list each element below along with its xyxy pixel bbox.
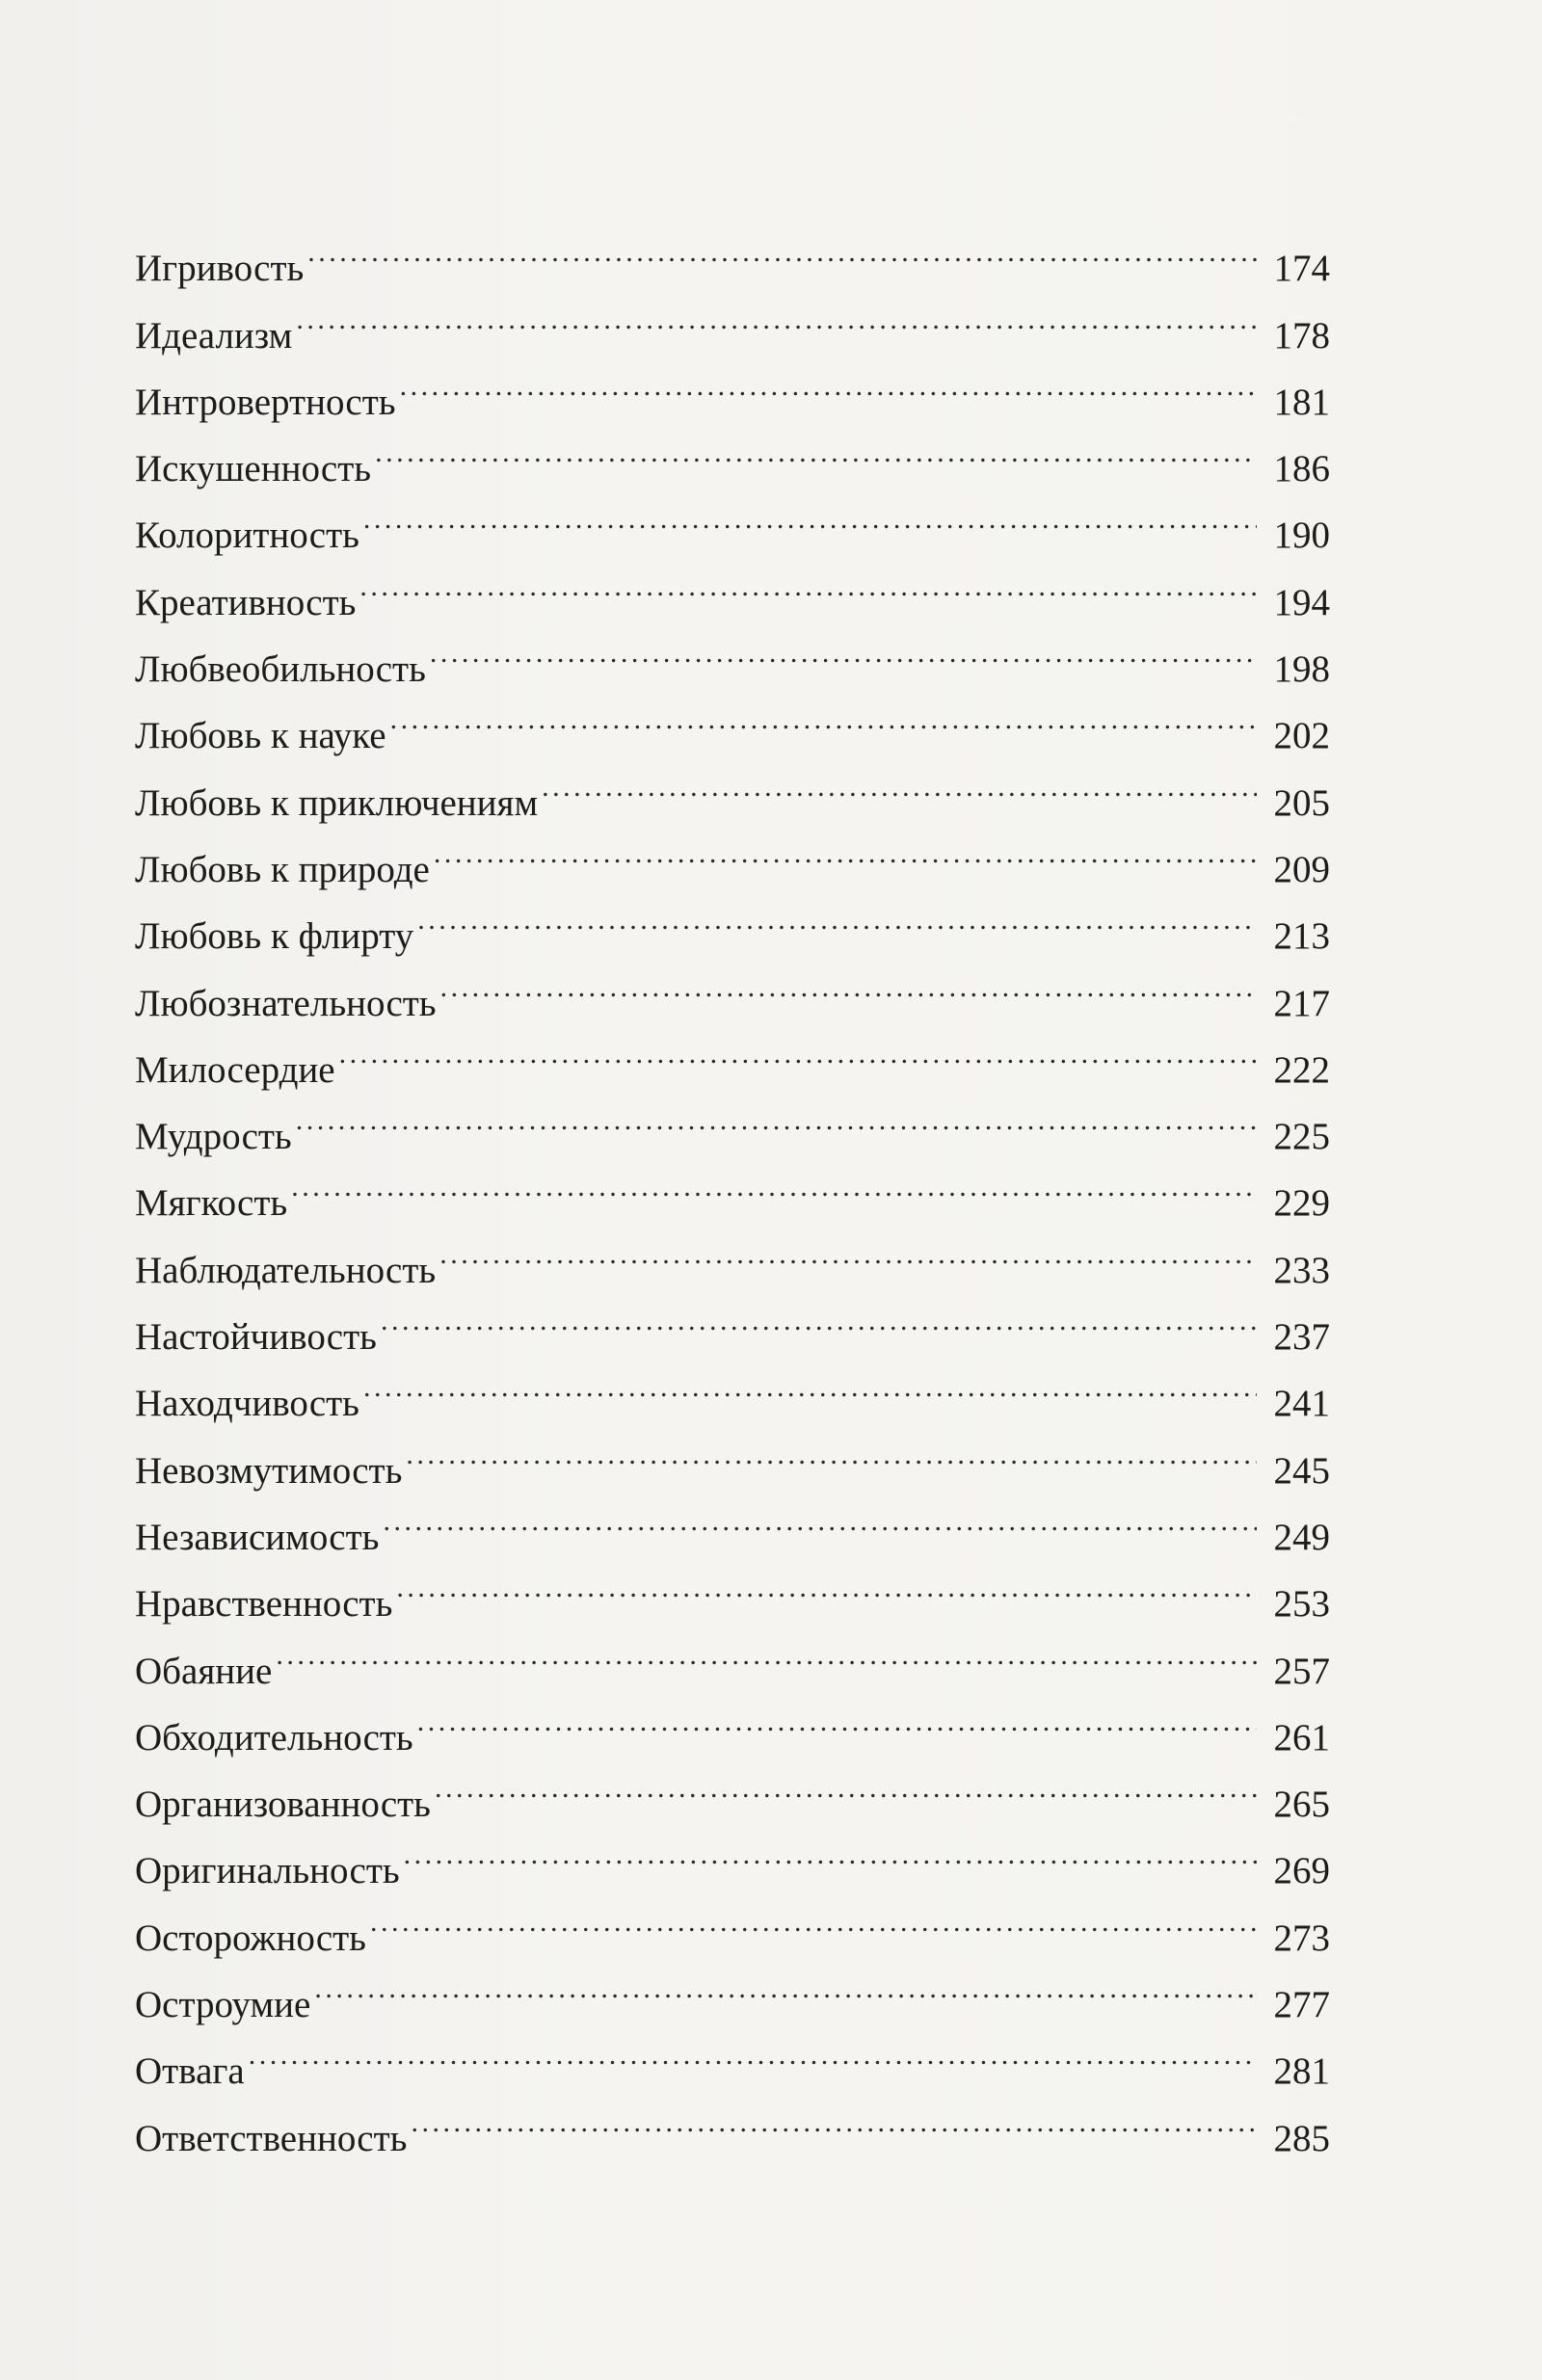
toc-entry-title: Остроумие — [135, 1984, 311, 2026]
toc-entry-title: Обходительность — [135, 1716, 413, 1759]
dot-leader — [383, 1483, 1257, 1549]
dot-leader — [406, 1415, 1257, 1482]
toc-entry-page-number: 273 — [1273, 1917, 1330, 1959]
toc-entry — [135, 1149, 1330, 1225]
dot-leader — [411, 2083, 1257, 2150]
dot-leader — [404, 1816, 1257, 1883]
dot-leader — [276, 1616, 1257, 1682]
toc-entry — [135, 1215, 1330, 1291]
toc-entry-page-number: 281 — [1273, 2050, 1330, 2093]
toc-entry-title: Колоритность — [135, 515, 359, 557]
toc-entry-page-number: 222 — [1273, 1048, 1330, 1091]
toc-entry — [135, 280, 1330, 357]
toc-entry-page-number: 181 — [1273, 381, 1330, 423]
toc-entry-title: Нравственность — [135, 1583, 393, 1626]
toc-entry-page-number: 249 — [1273, 1516, 1330, 1558]
dot-leader — [390, 681, 1257, 748]
toc-entry — [135, 2017, 1330, 2093]
dot-leader — [542, 748, 1257, 814]
toc-entry-title: Любовь к природе — [135, 848, 430, 890]
toc-entry-title: Наблюдательность — [135, 1249, 437, 1291]
toc-entry-page-number: 202 — [1273, 715, 1330, 757]
toc-entry-page-number: 265 — [1273, 1784, 1330, 1826]
toc-entry-page-number: 257 — [1273, 1650, 1330, 1692]
toc-entry-title: Находчивость — [135, 1383, 359, 1425]
toc-entry-page-number: 186 — [1273, 448, 1330, 490]
toc-entry — [135, 348, 1330, 423]
toc-entry-title: Настойчивость — [135, 1316, 377, 1359]
toc-entry-title: Искушенность — [135, 448, 372, 490]
dot-leader — [307, 214, 1257, 280]
dot-leader — [296, 280, 1257, 347]
toc-entry-page-number: 198 — [1273, 648, 1330, 691]
toc-entry-page-number: 209 — [1273, 848, 1330, 890]
toc-entry-title: Организованность — [135, 1784, 431, 1826]
toc-entry-page-number: 178 — [1273, 314, 1330, 357]
toc-entry-page-number: 190 — [1273, 515, 1330, 557]
toc-entry — [135, 214, 1330, 290]
toc-entry-page-number: 237 — [1273, 1316, 1330, 1359]
toc-entry-page-number: 217 — [1273, 982, 1330, 1024]
dot-leader — [363, 481, 1257, 547]
toc-entry-title: Любовь к науке — [135, 715, 386, 757]
dot-leader — [434, 815, 1257, 882]
toc-entry-page-number: 194 — [1273, 581, 1330, 623]
dot-leader — [439, 1215, 1257, 1282]
toc-entry-title: Мягкость — [135, 1182, 288, 1225]
toc-entry — [135, 2083, 1330, 2159]
dot-leader — [249, 2017, 1257, 2083]
dot-leader — [396, 1549, 1257, 1616]
dot-leader — [381, 1283, 1257, 1349]
toc-entry-page-number: 253 — [1273, 1583, 1330, 1626]
dot-leader — [400, 348, 1257, 414]
toc-entry — [135, 1950, 1330, 2026]
toc-entry — [135, 1683, 1330, 1759]
dot-leader — [339, 1016, 1257, 1082]
dot-leader — [417, 1683, 1257, 1750]
toc-entry-title: Ответственность — [135, 2117, 408, 2159]
toc-entry-title: Мудрость — [135, 1116, 292, 1158]
toc-entry-title: Отвага — [135, 2050, 245, 2093]
dot-leader — [370, 1883, 1257, 1949]
dot-leader — [375, 414, 1257, 481]
toc-entry-title: Любознательность — [135, 982, 437, 1024]
toc-entry-page-number: 269 — [1273, 1850, 1330, 1892]
toc-entry-page-number: 213 — [1273, 915, 1330, 958]
toc-entry-title: Любовь к приключениям — [135, 781, 539, 824]
table-of-contents — [135, 214, 1330, 2159]
toc-entry-title: Независимость — [135, 1516, 380, 1558]
toc-entry-page-number: 174 — [1273, 248, 1330, 290]
toc-entry-title: Любвеобильность — [135, 648, 426, 691]
dot-leader — [417, 882, 1257, 948]
toc-entry-title: Креативность — [135, 581, 357, 623]
toc-entry-title: Любовь к флирту — [135, 915, 414, 958]
toc-entry-title: Идеализм — [135, 314, 293, 357]
toc-entry-page-number: 261 — [1273, 1716, 1330, 1759]
toc-entry — [135, 1082, 1330, 1158]
toc-entry-title: Оригинальность — [135, 1850, 400, 1892]
toc-entry-page-number: 205 — [1273, 781, 1330, 824]
dot-leader — [363, 1349, 1257, 1415]
dot-leader — [440, 948, 1257, 1015]
toc-entry-title: Интровертность — [135, 381, 396, 423]
toc-entry-page-number: 229 — [1273, 1182, 1330, 1225]
toc-entry-title: Обаяние — [135, 1650, 273, 1692]
toc-entry-page-number: 225 — [1273, 1116, 1330, 1158]
dot-leader — [430, 615, 1257, 681]
toc-entry-page-number: 245 — [1273, 1449, 1330, 1492]
toc-entry-title: Осторожность — [135, 1917, 366, 1959]
dot-leader — [359, 547, 1257, 614]
toc-entry — [135, 1616, 1330, 1692]
dot-leader — [296, 1082, 1257, 1149]
toc-entry-page-number: 277 — [1273, 1984, 1330, 2026]
toc-entry-page-number: 233 — [1273, 1249, 1330, 1291]
toc-entry-title: Игривость — [135, 248, 305, 290]
dot-leader — [291, 1149, 1257, 1215]
toc-entry-title: Невозмутимость — [135, 1449, 403, 1492]
dot-leader — [314, 1950, 1257, 2017]
toc-entry-page-number: 241 — [1273, 1383, 1330, 1425]
toc-entry-title: Милосердие — [135, 1048, 335, 1091]
toc-entry-page-number: 285 — [1273, 2117, 1330, 2159]
dot-leader — [435, 1750, 1257, 1816]
